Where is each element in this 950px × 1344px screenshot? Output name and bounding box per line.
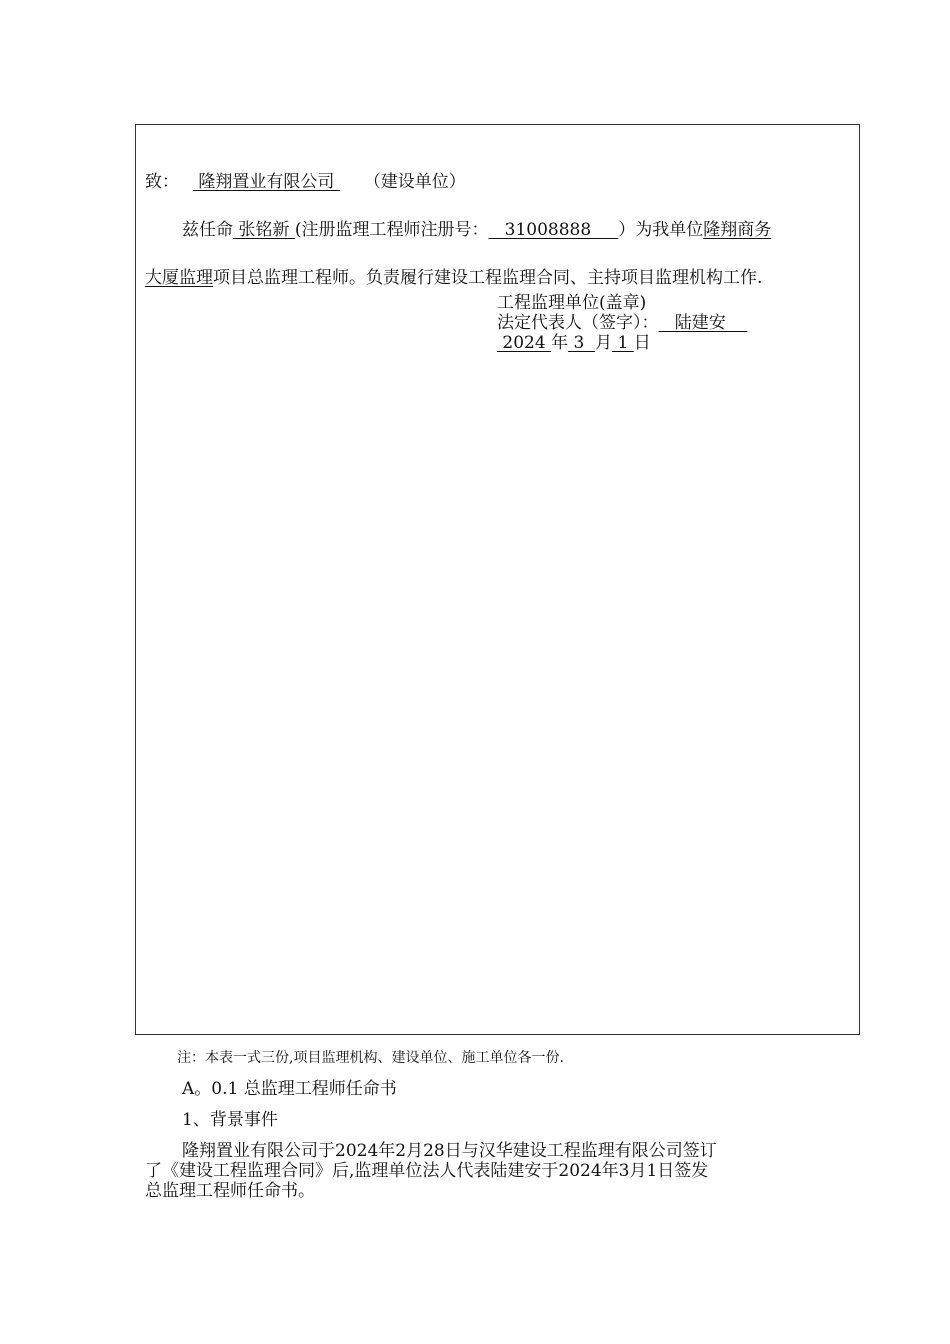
supervision-org-label: 工程监理单位(盖章) — [497, 293, 647, 313]
form-note: 注：本表一式三份,项目监理机构、建设单位、施工单位各一份. — [177, 1050, 564, 1066]
day-value: 1 — [612, 333, 634, 353]
appointment-form-box — [135, 124, 860, 1035]
subsection-heading: 1、背景事件 — [182, 1110, 278, 1130]
appointment-line-1 — [182, 220, 771, 240]
client-role-label: （建设单位） — [363, 172, 466, 192]
registration-number: 31008888 — [488, 220, 619, 240]
reg-suffix: ）为我单位 — [618, 220, 704, 240]
month-value: 3 — [568, 333, 596, 353]
to-prefix: 致： — [145, 172, 179, 192]
representative-line — [497, 313, 747, 333]
addressee-line — [145, 172, 466, 192]
appointment-line-2 — [145, 268, 762, 288]
project-name-part2: 大厦监理 — [145, 268, 213, 288]
month-label: 月 — [595, 333, 613, 353]
paragraph-line-1: 隆翔置业有限公司于2024年2月28日与汉华建设工程监理有限公司签订 — [182, 1141, 717, 1161]
client-company: 隆翔置业有限公司 — [193, 172, 340, 192]
representative-label: 法定代表人（签字）： — [497, 313, 659, 333]
year-label: 年 — [551, 333, 569, 353]
appointment-body: 项目总监理工程师。负责履行建设工程监理合同、主持项目监理机构工作. — [213, 268, 763, 288]
paragraph-line-3: 总监理工程师任命书。 — [145, 1181, 315, 1201]
appoint-prefix: 兹任命 — [182, 220, 233, 240]
date-line — [497, 333, 651, 353]
year-value: 2024 — [497, 333, 552, 353]
project-name-part1: 隆翔商务 — [703, 220, 772, 240]
reg-prefix: (注册监理工程师注册号： — [294, 220, 489, 240]
appointee-name: 张铭新 — [233, 220, 295, 240]
representative-signature: 陆建安 — [658, 313, 748, 333]
day-label: 日 — [633, 333, 651, 353]
section-title: A。0.1 总监理工程师任命书 — [182, 1079, 397, 1099]
paragraph-line-2: 了《建设工程监理合同》后,监理单位法人代表陆建安于2024年3月1日签发 — [145, 1161, 709, 1181]
